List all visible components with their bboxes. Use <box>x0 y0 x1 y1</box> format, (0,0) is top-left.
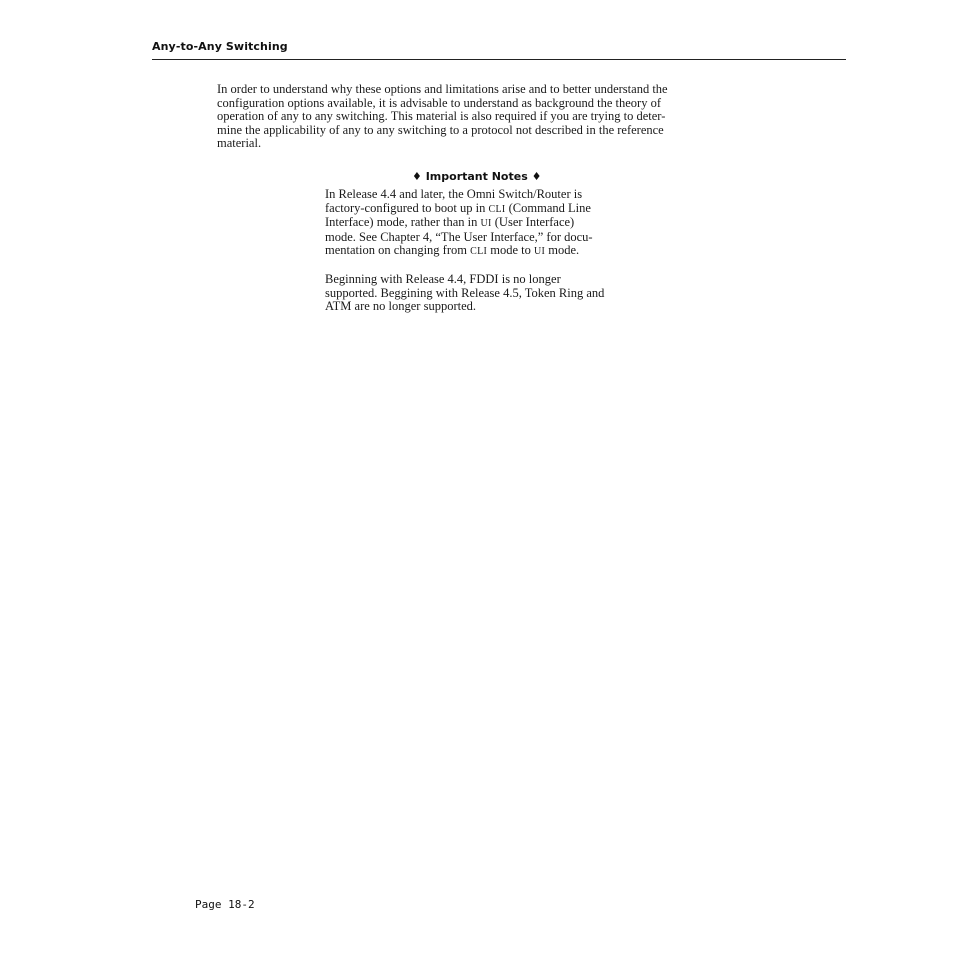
paragraph-line: operation of any to any switching. This material is also required if you are trying to deter- <box>217 109 666 124</box>
note-line: In Release 4.4 and later, the Omni Switch/Router is <box>325 187 583 201</box>
note-release-4-4 <box>325 188 645 259</box>
acronym-ui: UI <box>534 246 546 258</box>
note-line: Interface) mode, rather than in UI (User Interface) <box>325 215 575 230</box>
note-line: mentation on changing from CLI mode to UI mode. <box>325 243 580 258</box>
important-notes-label: Important Notes <box>425 170 528 183</box>
diamond-icon: ♦ <box>531 170 542 183</box>
intro-paragraph <box>217 83 747 151</box>
acronym-cli: CLI <box>488 203 506 215</box>
header-rule <box>152 59 846 60</box>
paragraph-line: In order to understand why these options and limitations arise and to better understand the <box>217 82 668 96</box>
diamond-icon: ♦ <box>412 170 422 183</box>
important-notes-heading <box>412 170 541 183</box>
note-line: mode. See Chapter 4, “The User Interface,” for docu- <box>325 229 593 244</box>
acronym-ui: UI <box>480 218 492 230</box>
note-line: supported. Beggining with Release 4.5, Token Ring and <box>325 285 605 300</box>
note-fddi-token-ring <box>325 273 645 314</box>
note-line: Beginning with Release 4.4, FDDI is no longer <box>325 272 561 286</box>
paragraph-line: material. <box>217 136 262 151</box>
note-line: ATM are no longer supported. <box>325 299 477 314</box>
acronym-cli: CLI <box>470 246 488 258</box>
page-number: Page 18-2 <box>195 898 255 911</box>
note-line: factory-configured to boot up in CLI (Command Line <box>325 200 591 215</box>
running-head-title: Any-to-Any Switching <box>152 40 288 53</box>
paragraph-line: configuration options available, it is advisable to understand as background the theory of <box>217 95 661 110</box>
paragraph-line: mine the applicability of any to any switching to a protocol not described in the reference <box>217 122 664 137</box>
